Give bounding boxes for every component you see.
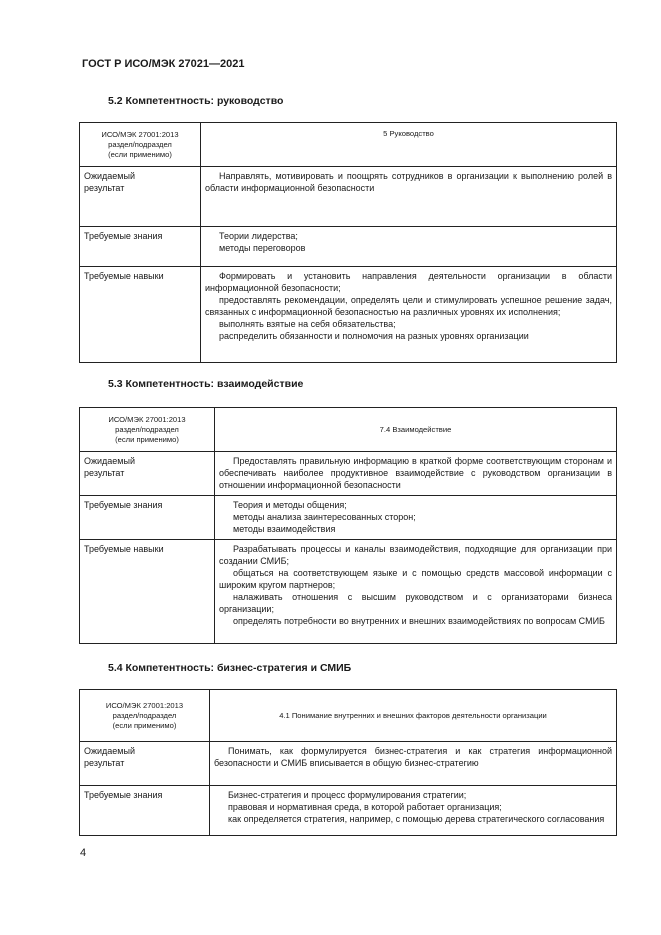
table-header-row <box>80 690 617 742</box>
row-label: Требуемые знания <box>80 496 215 540</box>
page-number: 4 <box>80 847 87 859</box>
row-label: Требуемые навыки <box>80 267 201 363</box>
clause-title-cell: 4.1 Понимание внутренних и внешних факторов деятельности организации <box>210 690 617 742</box>
row-content: Разрабатывать процессы и каналы взаимодействия, подходящие для организации при создании СМИБ; общаться на соответствующем языке и с помощью средств массовой информации с широким кругом партнеров; налаживать отношения с высшим руководством и с организаторами бизнеса организации; определять потребности во внутренних и внешних взаимодействиях по вопросам СМИБ <box>215 540 617 644</box>
row-label: Ожидаемый результат <box>80 167 201 227</box>
standard-reference-cell: ИСО/МЭК 27001:2013 раздел/подраздел (если применимо) <box>80 408 215 452</box>
table-row <box>80 267 617 363</box>
standard-reference-cell: ИСО/МЭК 27001:2013 раздел/подраздел (если применимо) <box>80 123 201 167</box>
clause-title-cell: 7.4 Взаимодействие <box>215 408 617 452</box>
row-content: Бизнес-стратегия и процесс формулирования стратегии; правовая и нормативная среда, в которой работает организация; как определяется стратегия, например, с помощью дерева стратегического согласования <box>210 786 617 836</box>
table-row <box>80 227 617 267</box>
table-header-row <box>80 408 617 452</box>
competence-table <box>79 407 617 644</box>
row-content: Предоставлять правильную информацию в краткой форме соответствующим сторонам и обеспечивать наиболее продуктивное взаимодействие с руководством организации в отношении информационной безопасности <box>215 452 617 496</box>
row-content: Понимать, как формулируется бизнес-стратегия и как стратегия информационной безопасности и СМИБ вписывается в общую бизнес-стратегию <box>210 742 617 786</box>
row-label: Требуемые знания <box>80 786 210 836</box>
document-header: ГОСТ Р ИСО/МЭК 27021—2021 <box>82 58 245 70</box>
table-row <box>80 452 617 496</box>
section-title: 5.3 Компетентность: взаимодействие <box>108 378 304 390</box>
table-row <box>80 540 617 644</box>
section-title: 5.4 Компетентность: бизнес-стратегия и СМИБ <box>108 662 352 674</box>
competence-table <box>79 122 617 363</box>
standard-reference-cell: ИСО/МЭК 27001:2013 раздел/подраздел (если применимо) <box>80 690 210 742</box>
table-row <box>80 496 617 540</box>
row-label: Требуемые знания <box>80 227 201 267</box>
table-row <box>80 167 617 227</box>
row-content: Формировать и установить направления деятельности организации в области информационной безопасности; предоставлять рекомендации, определять цели и стимулировать успешное решение задач, связанных с информационной безопасностью на различных уровнях их исполнения; выполнять взятые на себя обязательства; распределить обязанности и полномочия на разных уровнях организации <box>201 267 617 363</box>
row-content: Теория и методы общения; методы анализа заинтересованных сторон; методы взаимодействия <box>215 496 617 540</box>
clause-title-cell: 5 Руководство <box>201 123 617 167</box>
row-content: Направлять, мотивировать и поощрять сотрудников в организации к выполнению ролей в области информационной безопасности <box>201 167 617 227</box>
table-row <box>80 742 617 786</box>
table-header-row <box>80 123 617 167</box>
competence-table <box>79 689 617 836</box>
row-label: Требуемые навыки <box>80 540 215 644</box>
row-label: Ожидаемый результат <box>80 452 215 496</box>
row-label: Ожидаемый результат <box>80 742 210 786</box>
section-title: 5.2 Компетентность: руководство <box>108 95 284 107</box>
row-content: Теории лидерства; методы переговоров <box>201 227 617 267</box>
table-row <box>80 786 617 836</box>
